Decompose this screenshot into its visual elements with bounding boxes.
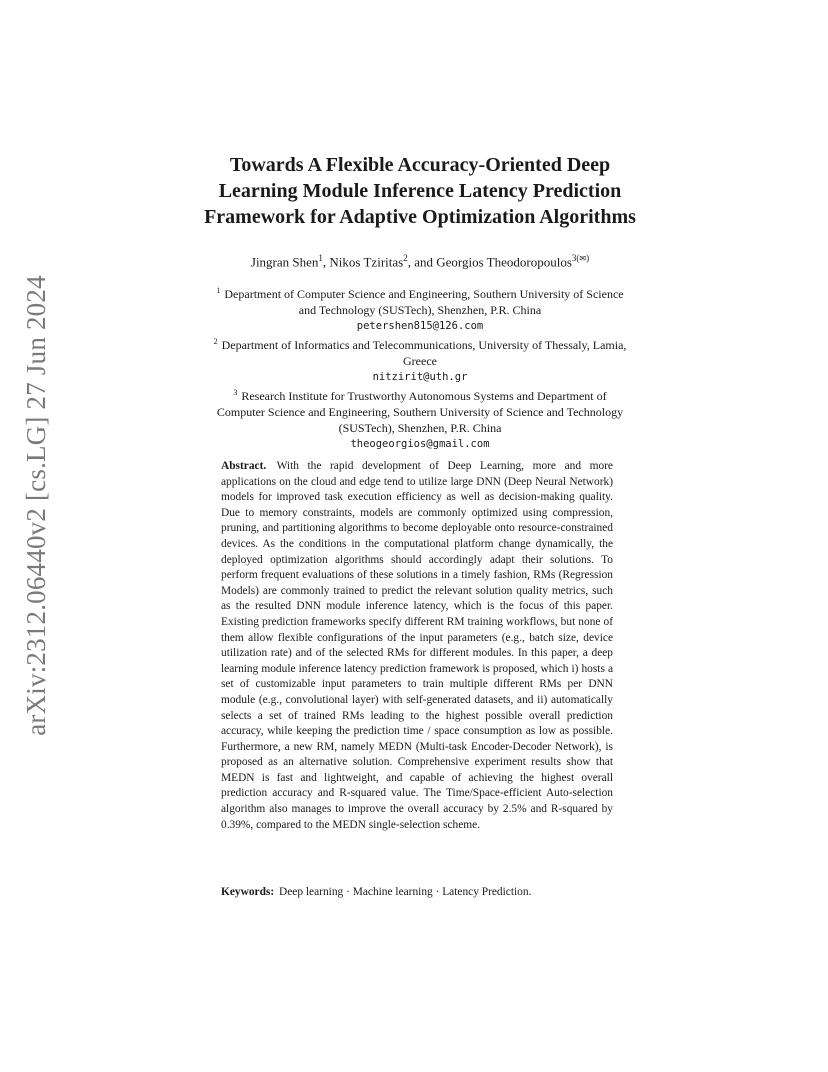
affiliation-item: [150, 283, 690, 302]
arxiv-identifier-stamp: [14, 274, 58, 736]
affiliation-item: [150, 385, 690, 404]
affiliation-item: [150, 334, 690, 353]
affiliation-list: [150, 283, 690, 452]
author-name: Nikos Tziritas: [329, 254, 404, 270]
affiliation-line: Department of Computer Science and Engineering, Southern University of Science: [224, 287, 624, 301]
abstract-label: Abstract.: [221, 460, 267, 472]
affiliation-line: and Technology (SUSTech), Shenzhen, P.R. China: [298, 303, 542, 317]
author-list: [150, 253, 690, 270]
arxiv-identifier-text: arXiv:2312.06440v2 [cs.LG] 27 Jun 2024: [20, 274, 51, 736]
author-affiliation-mark: 2: [403, 253, 408, 263]
author-affiliation-mark: 1: [318, 253, 323, 263]
affiliation-email[interactable]: petershen815@126.com: [356, 320, 484, 332]
author-separator: , and: [407, 254, 437, 270]
affiliation-line: Research Institute for Trustworthy Autonomous Systems and Department of: [241, 389, 607, 403]
affiliation-line: Department of Informatics and Telecommunications, University of Thessaly, Lamia,: [221, 338, 627, 352]
affiliation-line: Computer Science and Engineering, Southern University of Science and Technology: [216, 405, 624, 419]
author-name: Jingran Shen: [250, 254, 319, 270]
keywords: [221, 886, 621, 898]
affiliation-line: Greece: [403, 354, 437, 368]
title-line: Framework for Adaptive Optimization Algorithms: [204, 206, 636, 228]
keywords-label: Keywords:: [221, 886, 275, 898]
keywords-text: Deep learning · Machine learning · Latency Prediction.: [279, 886, 532, 898]
affiliation-mark: 1: [216, 286, 221, 295]
affiliation-email[interactable]: nitzirit@uth.gr: [372, 371, 468, 383]
affiliation-email[interactable]: theogeorgios@gmail.com: [350, 438, 490, 450]
abstract: [221, 459, 613, 833]
title-line: Learning Module Inference Latency Prediction: [218, 180, 622, 202]
title-line: Towards A Flexible Accuracy-Oriented Deep: [229, 154, 611, 176]
abstract-text: With the rapid development of Deep Learning, more and more applications on the cloud and edge tend to utilize large DNN (Deep Neural Network) models for improved task execution efficiency as well as decision-making quality. Due to memory constraints, models are commonly optimized using compression, pruning, and partitioning algorithms to become deployable onto resource-constrained devices. As the conditions in the computational platform change dynamically, the deployed optimization algorithms should accordingly adapt their solutions. To perform frequent evaluations of these solutions in a timely fashion, RMs (Regression Models) are commonly trained to predict the relevant solution quality metrics, such as the resulted DNN module inference latency, which is the focus of this paper. Existing prediction frameworks specify different RM training workflows, but none of them allow flexible configurations of the input parameters (e.g., batch size, device utilization rate) and of the selected RMs for different modules. In this paper, a deep learning module inference latency prediction framework is proposed, which i) hosts a set of customizable input parameters to train multiple different RMs per DNN module (e.g., convolutional layer) with self-generated datasets, and ii) automatically selects a set of trained RMs leading to the highest possible overall prediction accuracy, while keeping the prediction time / space consumption as low as possible. Furthermore, a new RM, namely MEDN (Multi-task Encoder-Decoder Network), is proposed as an alternative solution. Comprehensive experiment results show that MEDN is fast and lightweight, and capable of achieving the highest overall prediction accuracy and R-squared value. The Time/Space-efficient Auto-selection algorithm also manages to improve the overall accuracy by 2.5% and R-squared by 0.39%, compared to the MEDN single-selection scheme.: [221, 460, 613, 831]
envelope-icon: ✉: [579, 254, 587, 263]
affiliation-line: (SUSTech), Shenzhen, P.R. China: [338, 421, 502, 435]
corresponding-author-mark: 3(✉): [571, 253, 590, 263]
affiliation-mark: 2: [213, 337, 218, 346]
affiliation-mark: 3: [233, 388, 238, 397]
author-separator: ,: [322, 254, 330, 270]
paper-title: [150, 152, 690, 230]
author-name: Georgios Theodoropoulos: [436, 254, 572, 270]
